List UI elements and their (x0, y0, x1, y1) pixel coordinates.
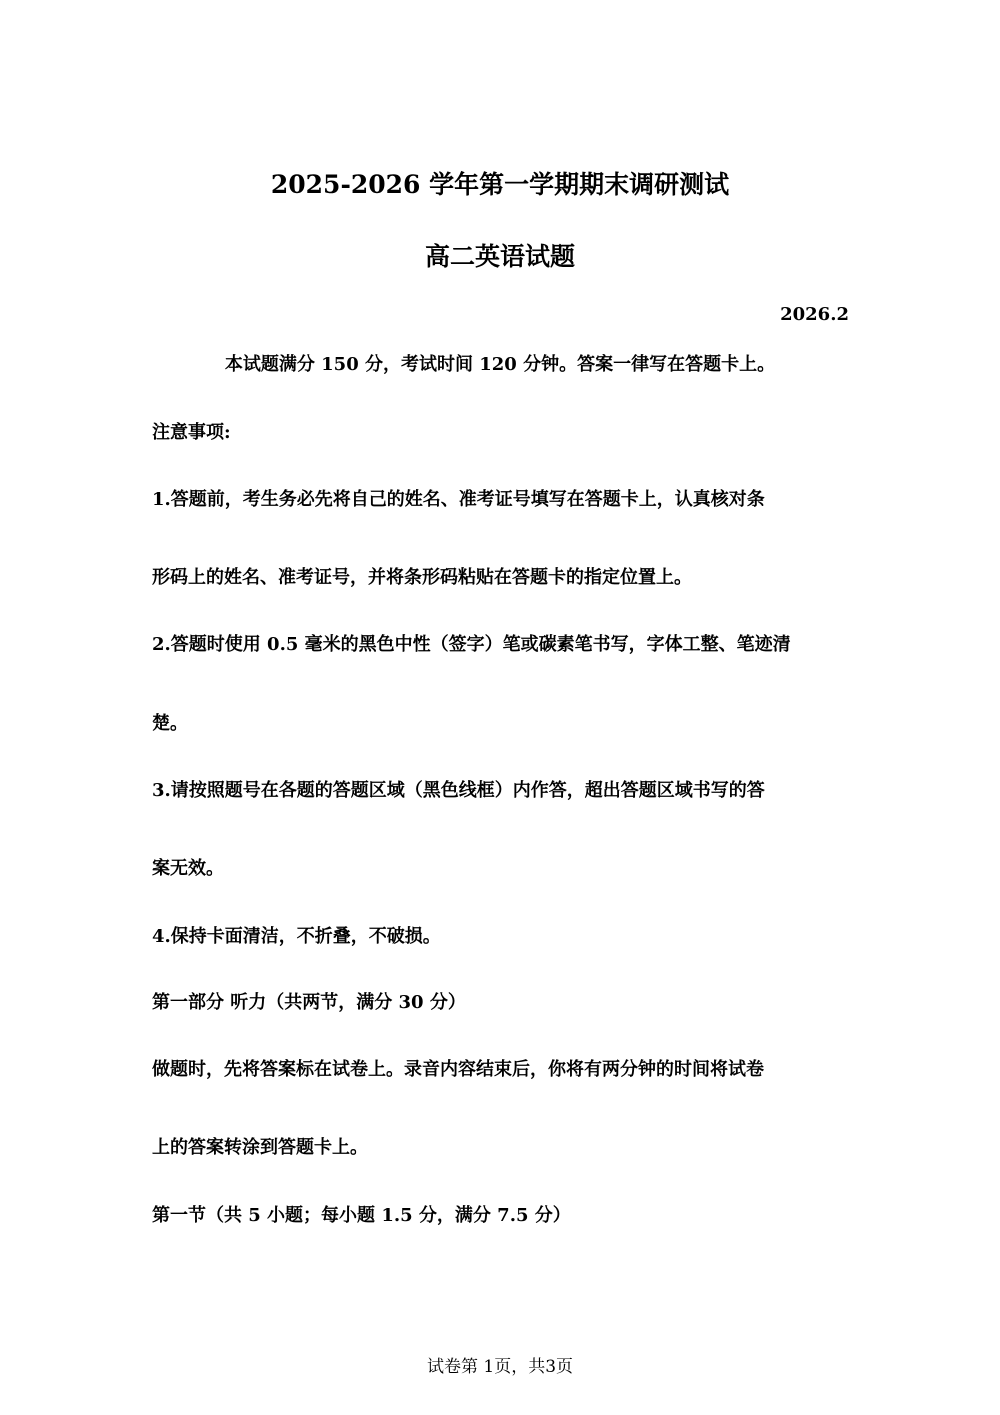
part1-instructions-line-2: 上的答案转涂到答题卡上。 (152, 1137, 368, 1158)
exam-date: 2026.2 (780, 304, 849, 325)
notice-heading: 注意事项: (152, 422, 231, 443)
part1-heading: 第一部分 听力（共两节，满分 30 分） (152, 992, 466, 1013)
exam-intro: 本试题满分 150 分，考试时间 120 分钟。答案一律写在答题卡上。 (224, 354, 776, 375)
page-footer: 试卷第 1页，共3页 (426, 1357, 574, 1377)
notice-item-4-line-1: 4.保持卡面清洁，不折叠，不破损。 (152, 926, 441, 947)
notice-item-1-line-2: 形码上的姓名、准考证号，并将条形码粘贴在答题卡的指定位置上。 (152, 567, 692, 588)
notice-item-2-line-2: 楚。 (152, 713, 188, 734)
notice-item-3-line-1: 3.请按照题号在各题的答题区域（黑色线框）内作答，超出答题区域书写的答 (152, 780, 765, 801)
notice-item-1-line-1: 1.答题前，考生务必先将自己的姓名、准考证号填写在答题卡上，认真核对条 (152, 489, 765, 510)
exam-subtitle: 高二英语试题 (424, 242, 575, 271)
notice-item-3-line-2: 案无效。 (152, 858, 224, 879)
section1-heading: 第一节（共 5 小题；每小题 1.5 分，满分 7.5 分） (152, 1205, 571, 1226)
part1-instructions-line-1: 做题时，先将答案标在试卷上。录音内容结束后，你将有两分钟的时间将试卷 (152, 1059, 764, 1080)
exam-title: 2025-2026 学年第一学期期末调研测试 (270, 170, 730, 199)
notice-item-2-line-1: 2.答题时使用 0.5 毫米的黑色中性（签字）笔或碳素笔书写，字体工整、笔迹清 (152, 634, 791, 655)
